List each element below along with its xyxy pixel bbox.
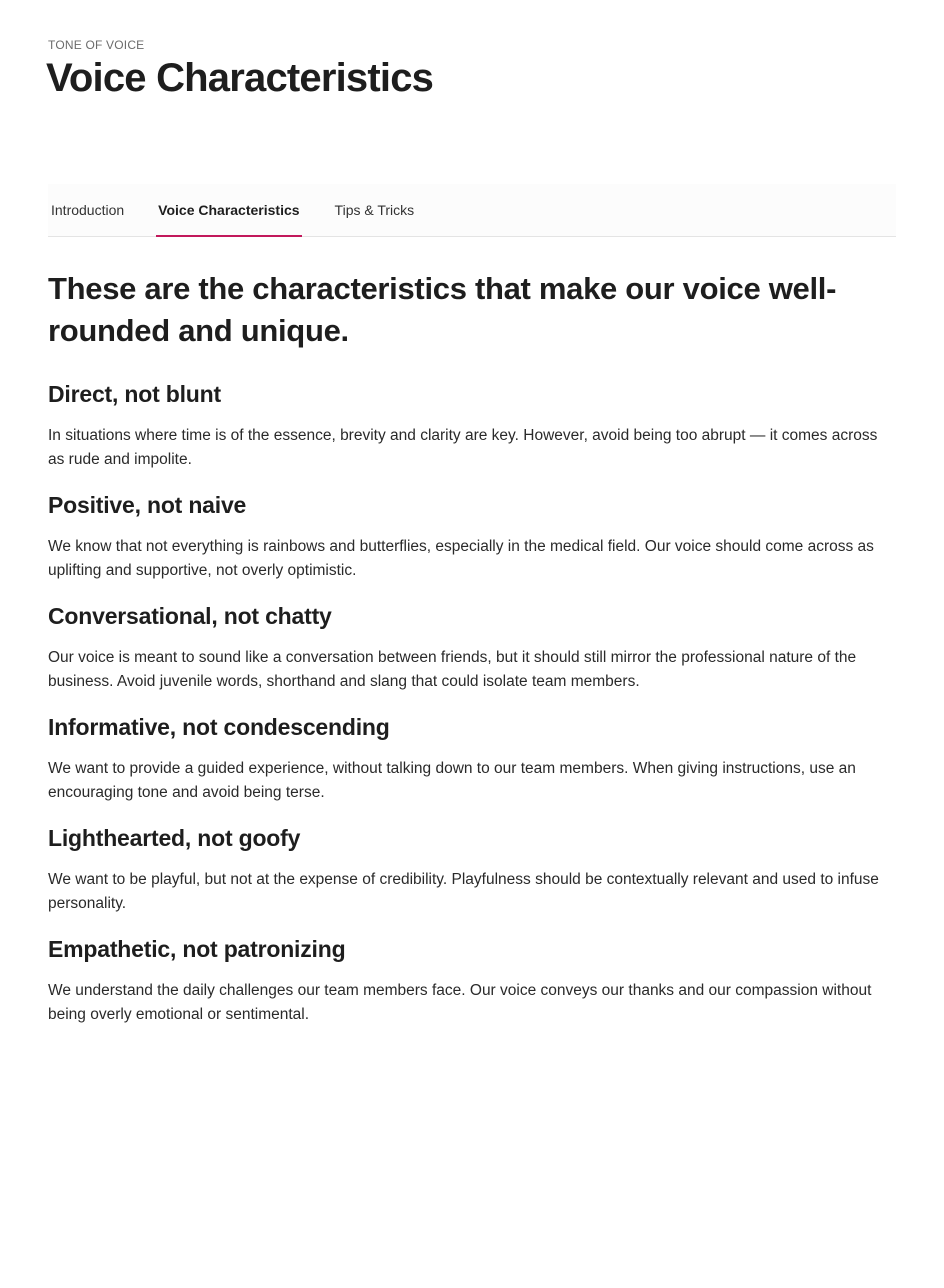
- characteristic-heading: Empathetic, not patronizing: [48, 936, 346, 962]
- tab-bar: [48, 184, 896, 237]
- characteristic-body: In situations where time is of the essence, brevity and clarity are key. However, avoid being too abrupt — it comes across as rude and impolite.: [48, 427, 878, 468]
- characteristic-heading: Direct, not blunt: [48, 381, 221, 407]
- characteristic-section: [48, 380, 896, 472]
- tab-voice-characteristics[interactable]: Voice Characteristics: [156, 184, 301, 236]
- characteristic-heading: Positive, not naive: [48, 492, 247, 518]
- characteristic-section: [48, 824, 896, 916]
- section-eyebrow: TONE OF VOICE: [48, 38, 145, 52]
- characteristic-body: We want to be playful, but not at the expense of credibility. Playfulness should be contextually relevant and used to infuse personality.: [48, 871, 879, 912]
- page-title: Voice Characteristics: [46, 56, 434, 100]
- characteristic-section: [48, 713, 896, 805]
- characteristic-body: We know that not everything is rainbows and butterflies, especially in the medical field. Our voice should come across as uplifting and supportive, not overly optimistic.: [48, 538, 874, 579]
- characteristic-heading: Lighthearted, not goofy: [48, 825, 301, 851]
- characteristic-section: [48, 935, 896, 1027]
- tab-tips-and-tricks[interactable]: Tips & Tricks: [334, 202, 415, 218]
- characteristic-section: [48, 602, 896, 694]
- characteristic-body: We want to provide a guided experience, without talking down to our team members. When giving instructions, use an encouraging tone and avoid being terse.: [48, 760, 856, 801]
- lead-heading: These are the characteristics that make our voice well-rounded and unique.: [48, 271, 837, 348]
- tab-introduction[interactable]: Introduction: [51, 202, 125, 218]
- characteristic-section: [48, 491, 896, 583]
- characteristic-body: Our voice is meant to sound like a conversation between friends, but it should still mirror the professional nature of the business. Avoid juvenile words, shorthand and slang that could isolate team members.: [48, 649, 857, 690]
- characteristic-heading: Informative, not condescending: [48, 714, 390, 740]
- main-content: [48, 268, 896, 1046]
- characteristic-body: We understand the daily challenges our team members face. Our voice conveys our thanks and our compassion without being overly emotional or sentimental.: [48, 982, 872, 1023]
- characteristic-heading: Conversational, not chatty: [48, 603, 332, 629]
